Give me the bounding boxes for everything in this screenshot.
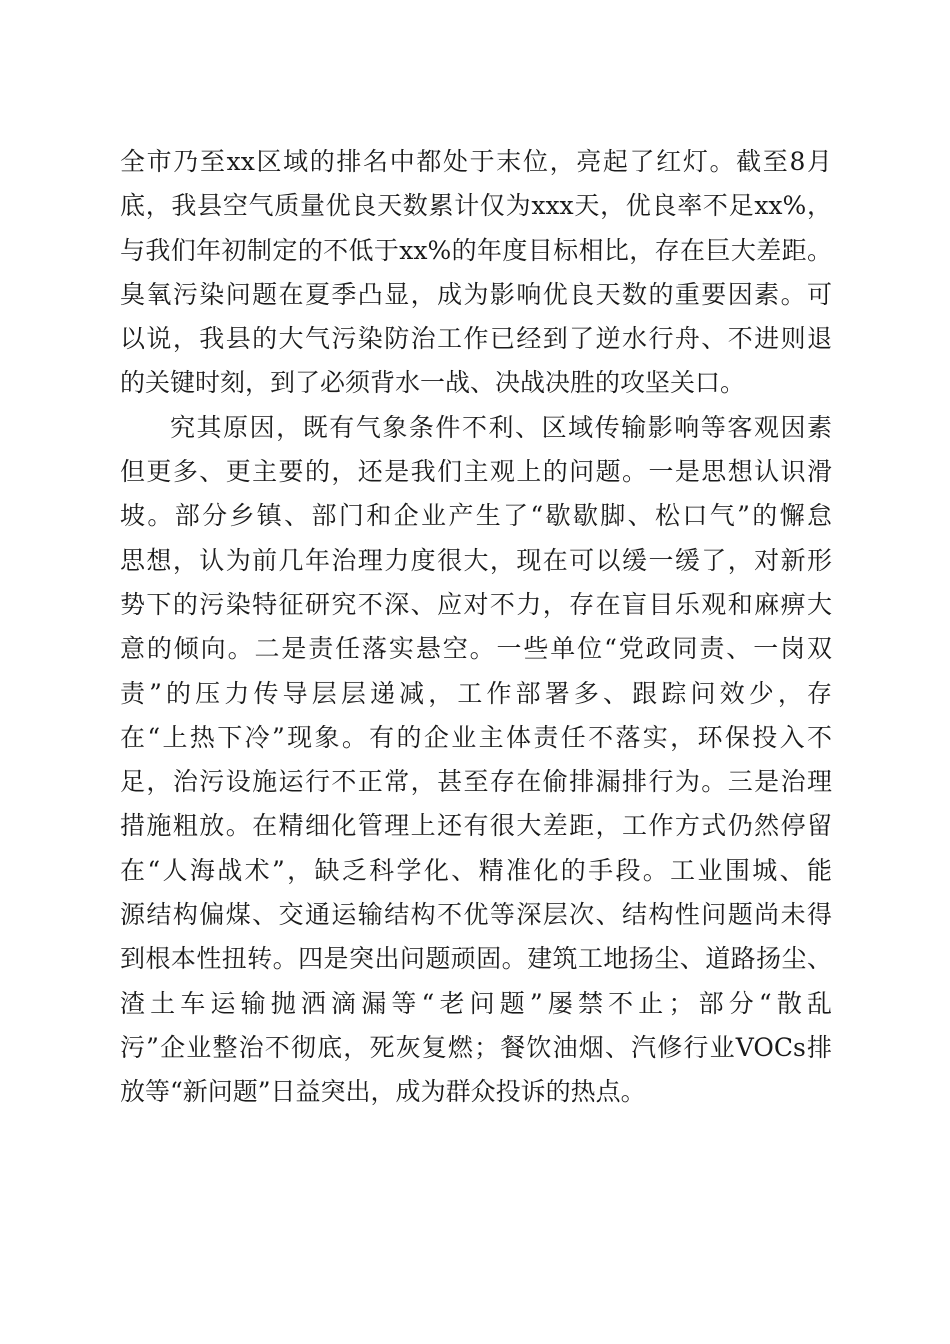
paragraph-2 (120, 406, 832, 1115)
text-line: 但更多、更主要的，还是我们主观上的问题。一是思想认识滑 (120, 457, 832, 487)
text-line: 意的倾向。二是责任落实悬空。一些单位“党政同责、一岗双 (120, 634, 832, 664)
text-line: 臭氧污染问题在夏季凸显，成为影响优良天数的重要因素。可 (120, 279, 832, 309)
text-line: 究其原因，既有气象条件不利、区域传输影响等客观因素 (170, 412, 832, 442)
paragraph-1 (120, 140, 832, 406)
text-line: 放等“新问题”日益突出，成为群众投诉的热点。 (120, 1077, 646, 1107)
text-line: 渣土车运输抛洒滴漏等“老问题”屡禁不止；部分“散乱 (120, 988, 832, 1018)
text-line: 底，我县空气质量优良天数累计仅为xxx天，优良率不足xx%， (120, 191, 832, 221)
text-line: 坡。部分乡镇、部门和企业产生了“歇歇脚、松口气”的懈怠 (120, 501, 832, 531)
text-line: 措施粗放。在精细化管理上还有很大差距，工作方式仍然停留 (120, 811, 832, 841)
text-line: 与我们年初制定的不低于xx%的年度目标相比，存在巨大差距。 (120, 235, 832, 265)
text-line: 责”的压力传导层层递减，工作部署多、跟踪问效少，存 (120, 678, 832, 708)
text-line: 到根本性扭转。四是突出问题顽固。建筑工地扬尘、道路扬尘、 (120, 944, 832, 974)
text-line: 全市乃至xx区域的排名中都处于末位，亮起了红灯。截至8月 (120, 147, 832, 176)
text-line: 在“上热下冷”现象。有的企业主体责任不落实，环保投入不 (120, 722, 832, 752)
text-line: 污”企业整治不彻底，死灰复燃；餐饮油烟、汽修行业VOCs排 (120, 1032, 832, 1062)
body-text (120, 140, 832, 1115)
text-line: 源结构偏煤、交通运输结构不优等深层次、结构性问题尚未得 (120, 900, 832, 930)
text-line: 足，治污设施运行不正常，甚至存在偷排漏排行为。三是治理 (120, 767, 832, 797)
text-line: 的关键时刻，到了必须背水一战、决战决胜的攻坚关口。 (120, 368, 746, 398)
text-line: 在“人海战术”，缺乏科学化、精准化的手段。工业围城、能 (120, 855, 832, 885)
text-line: 思想，认为前几年治理力度很大，现在可以缓一缓了，对新形 (120, 545, 832, 575)
text-line: 势下的污染特征研究不深、应对不力，存在盲目乐观和麻痹大 (120, 589, 832, 619)
text-line: 以说，我县的大气污染防治工作已经到了逆水行舟、不进则退 (120, 324, 832, 354)
